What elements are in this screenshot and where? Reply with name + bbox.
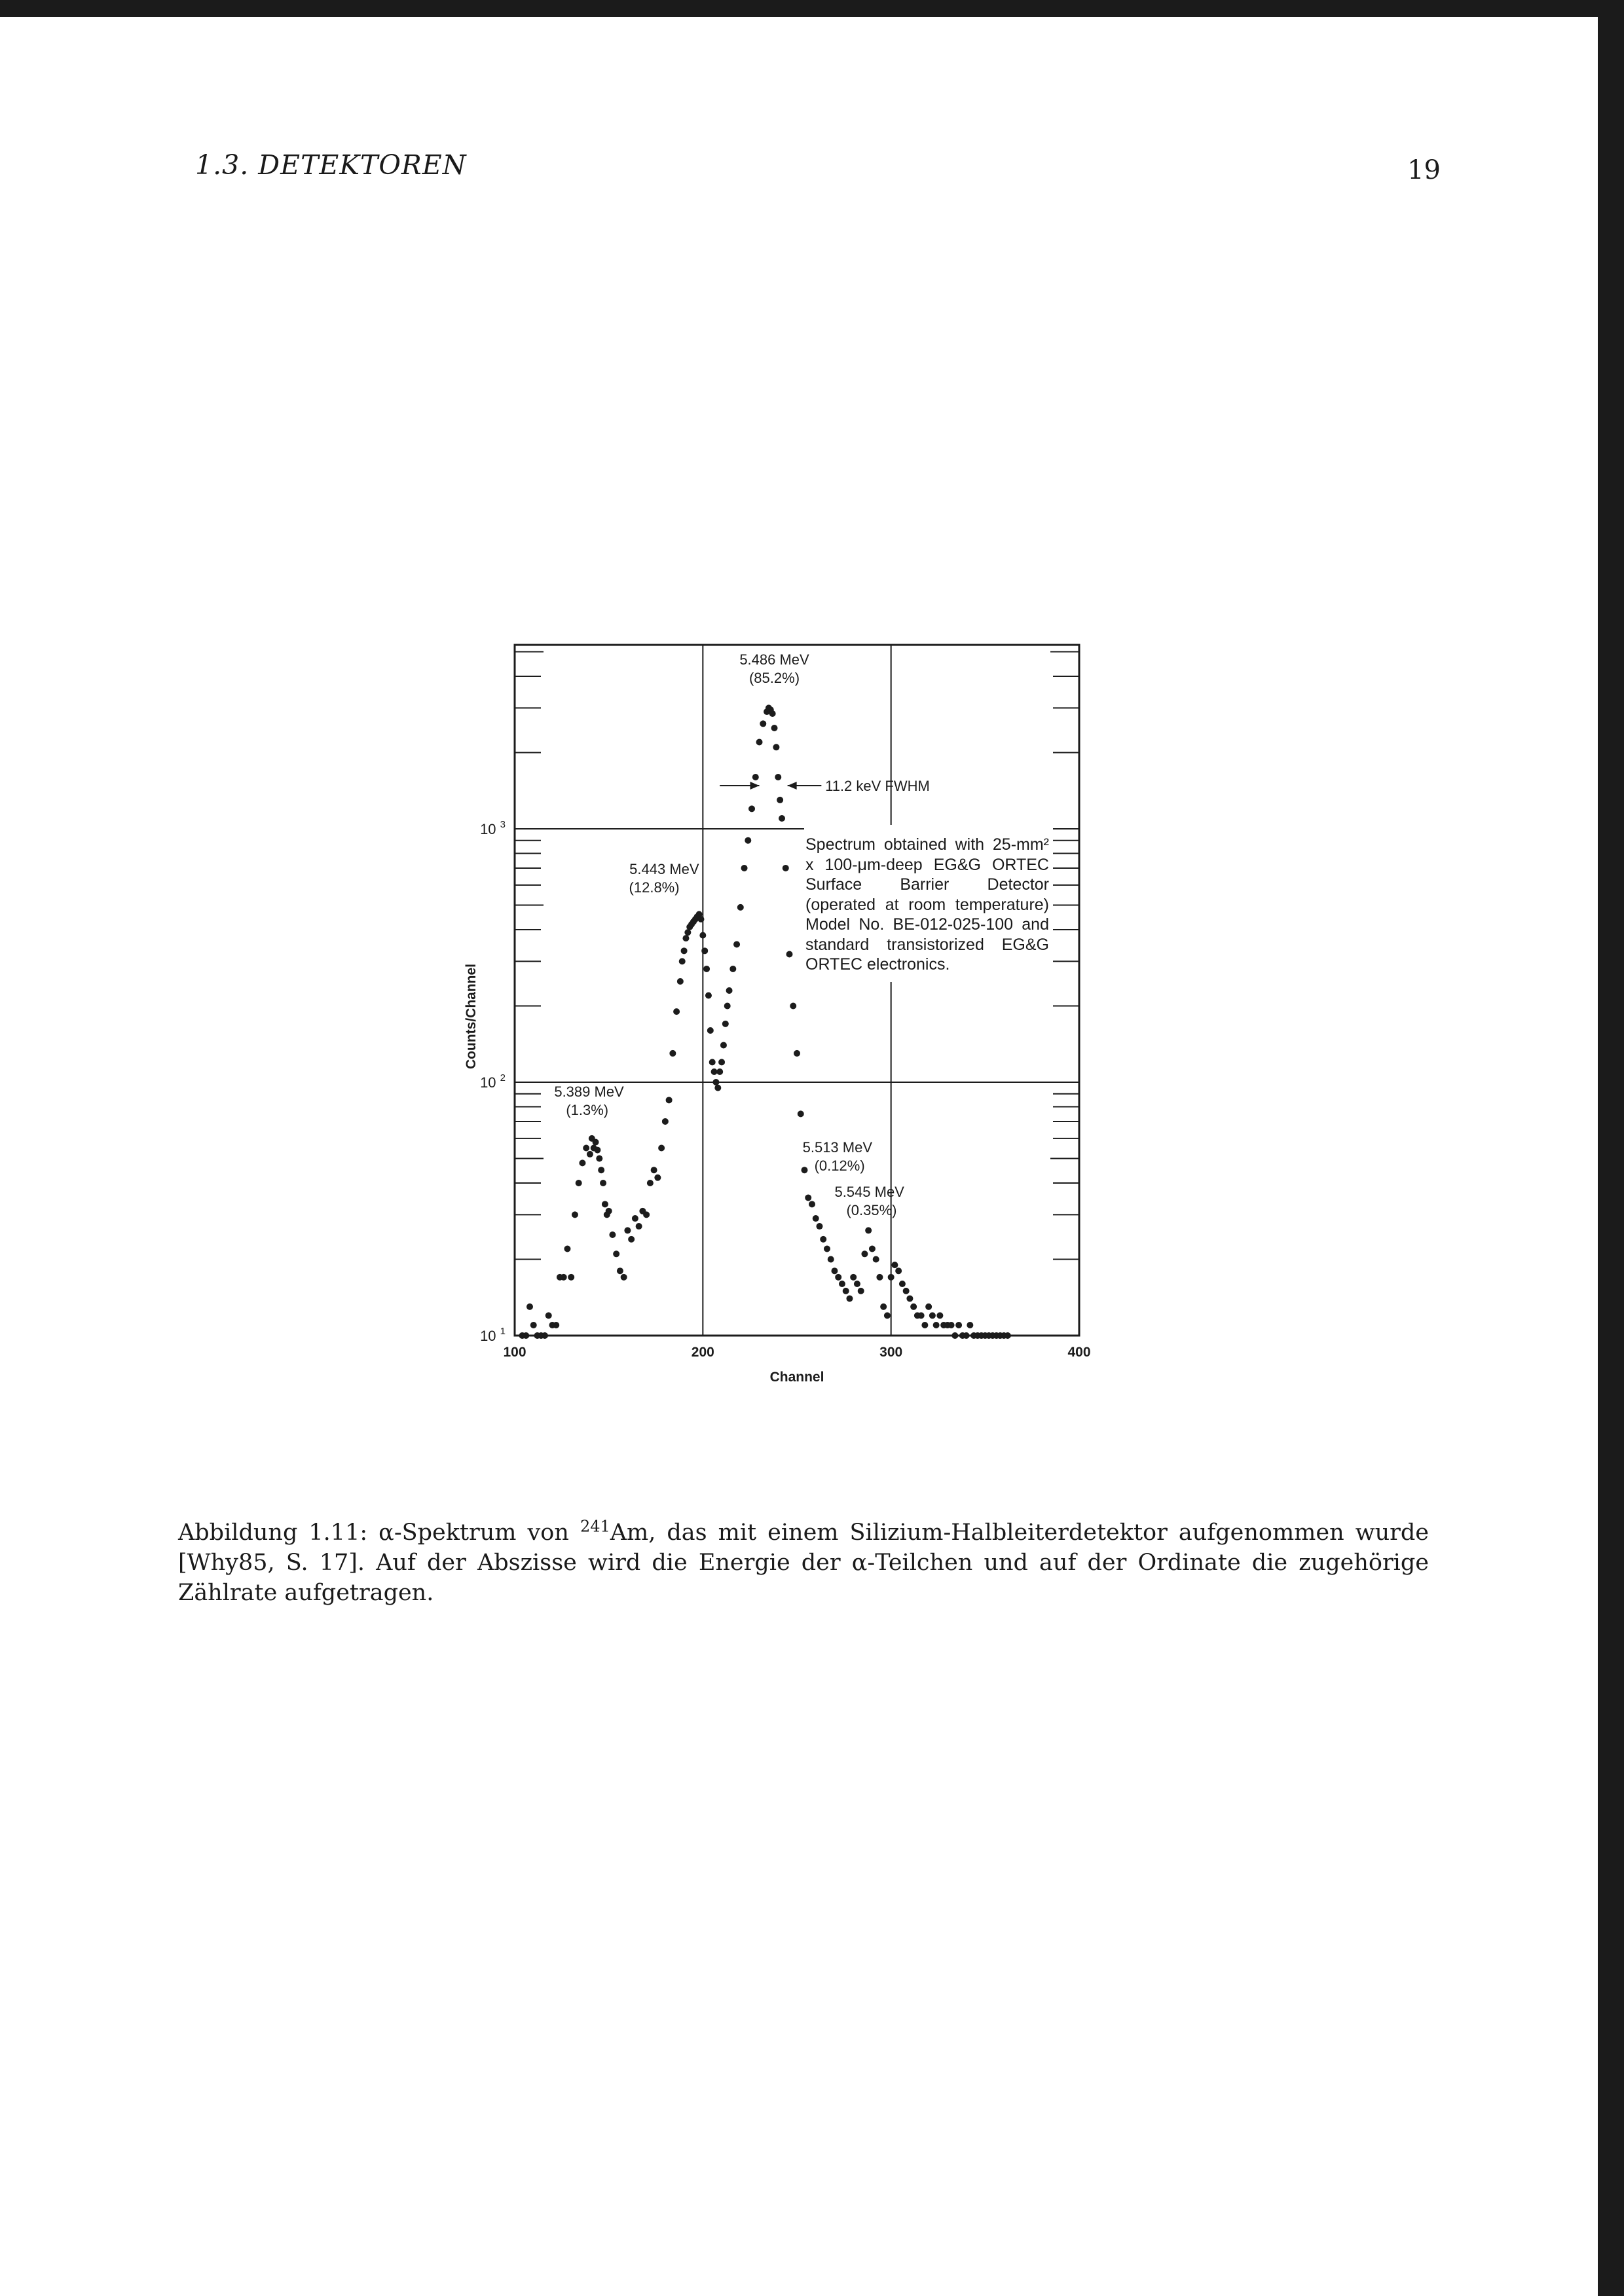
data-point — [903, 1288, 910, 1294]
peak-energy-label: 5.545 MeV — [834, 1184, 904, 1200]
data-point — [568, 1274, 574, 1281]
data-point — [654, 1175, 661, 1181]
data-point — [779, 815, 785, 822]
data-point — [681, 947, 688, 954]
data-point — [632, 1215, 638, 1222]
peak-energy-label: 5.389 MeV — [554, 1084, 624, 1100]
data-point — [888, 1274, 895, 1281]
data-point — [711, 1068, 718, 1075]
data-point — [553, 1322, 559, 1328]
data-point — [929, 1312, 936, 1319]
data-point — [805, 1194, 811, 1201]
data-point — [643, 1211, 650, 1218]
data-point — [596, 1155, 602, 1161]
data-point — [564, 1245, 570, 1252]
data-point — [530, 1322, 537, 1328]
data-point — [777, 797, 783, 803]
data-point — [726, 987, 733, 994]
data-point — [613, 1250, 619, 1257]
data-point — [831, 1267, 838, 1274]
data-point — [895, 1267, 902, 1274]
data-point — [606, 1208, 612, 1214]
data-point — [716, 1068, 723, 1075]
x-tick-label: 300 — [879, 1345, 903, 1360]
data-point — [658, 1144, 665, 1151]
plot-frame — [515, 645, 1079, 1336]
peak-intensity-label: (0.12%) — [814, 1157, 865, 1174]
data-point — [587, 1151, 593, 1157]
data-point — [1005, 1332, 1011, 1339]
peak-energy-label: 5.443 MeV — [629, 861, 699, 877]
data-point — [741, 865, 748, 871]
y-axis-label: Counts/Channel — [464, 964, 479, 1069]
data-point — [955, 1322, 962, 1328]
y-tick-label: 10 $^1$ — [480, 1326, 506, 1344]
peak-intensity-label: (1.3%) — [566, 1102, 609, 1118]
data-point — [951, 1332, 958, 1339]
figure-caption — [178, 1518, 1429, 1608]
data-point — [824, 1245, 830, 1252]
data-point — [729, 966, 736, 972]
data-point — [722, 1021, 729, 1027]
data-point — [816, 1223, 822, 1230]
caption-isotope-mass: 241 — [580, 1517, 610, 1536]
data-point — [786, 951, 793, 958]
data-point — [835, 1274, 841, 1281]
data-point — [583, 1144, 589, 1151]
data-point — [679, 958, 686, 964]
data-point — [699, 932, 706, 939]
data-point — [910, 1303, 917, 1310]
peak-intensity-label: (0.35%) — [846, 1202, 897, 1218]
data-point — [906, 1295, 913, 1302]
data-point — [869, 1245, 876, 1252]
data-point — [760, 720, 766, 727]
data-point — [850, 1274, 857, 1281]
data-point — [918, 1312, 925, 1319]
data-point — [682, 935, 689, 941]
data-point — [598, 1167, 604, 1173]
peak-intensity-label: (12.8%) — [629, 879, 680, 896]
data-point — [545, 1312, 552, 1319]
data-point — [948, 1322, 955, 1328]
data-point — [701, 947, 708, 954]
data-point — [724, 1003, 731, 1010]
data-point — [624, 1227, 631, 1233]
data-point — [933, 1322, 940, 1328]
data-point — [921, 1322, 928, 1328]
data-point — [705, 992, 712, 998]
data-point — [609, 1231, 616, 1238]
data-point — [752, 774, 759, 780]
data-point — [891, 1262, 898, 1268]
x-tick-label: 100 — [503, 1345, 526, 1360]
spectrum-figure — [445, 629, 1126, 1401]
data-point — [579, 1159, 585, 1166]
data-point — [828, 1256, 834, 1263]
fwhm-arrowhead-left — [750, 782, 760, 790]
data-point — [600, 1180, 606, 1186]
data-point — [628, 1236, 635, 1243]
peak-energy-label: 5.486 MeV — [739, 651, 809, 668]
data-point — [775, 774, 781, 780]
data-point — [733, 941, 740, 947]
data-point — [843, 1288, 849, 1294]
fwhm-label: 11.2 keV FWHM — [825, 778, 930, 794]
data-point — [707, 1027, 714, 1034]
x-tick-label: 400 — [1067, 1345, 1091, 1360]
caption-label: Abbildung 1.11: — [178, 1520, 368, 1546]
data-point — [594, 1147, 600, 1154]
data-point — [861, 1250, 868, 1257]
caption-text-2: , das mit einem Silizium-Halbleiterdetektor aufgenommen wurde [Why85, S. 17]. Auf der Abszisse wird die Energie der α-Teilchen und auf der Ordinate die zugehörige Zählrate aufgetragen. — [178, 1520, 1429, 1606]
data-point — [839, 1281, 845, 1287]
data-point — [714, 1085, 721, 1091]
data-point — [801, 1167, 807, 1173]
data-point — [745, 837, 751, 844]
data-point — [718, 1059, 725, 1065]
data-point — [636, 1223, 642, 1230]
data-point — [854, 1281, 860, 1287]
data-point — [677, 978, 684, 985]
data-point — [771, 725, 778, 731]
data-point — [783, 865, 789, 871]
data-point — [899, 1281, 906, 1287]
data-point — [963, 1332, 970, 1339]
data-point — [748, 805, 755, 812]
y-tick-label: 10 $^3$ — [480, 819, 506, 837]
data-point — [617, 1267, 623, 1274]
data-point — [669, 1050, 676, 1057]
data-point — [773, 744, 779, 750]
data-point — [884, 1312, 891, 1319]
data-point — [697, 916, 704, 922]
data-point — [526, 1303, 533, 1310]
y-tick-label: 10 $^2$ — [480, 1072, 506, 1091]
page-number: 19 — [1407, 155, 1441, 185]
data-point — [523, 1332, 529, 1339]
data-point — [820, 1236, 826, 1243]
data-point — [576, 1180, 582, 1186]
data-point — [593, 1139, 599, 1146]
data-point — [712, 1079, 719, 1085]
data-point — [769, 710, 776, 717]
data-point — [756, 738, 763, 745]
data-point — [880, 1303, 887, 1310]
data-point — [873, 1256, 879, 1263]
data-point — [666, 1097, 673, 1103]
data-point — [790, 1003, 796, 1010]
data-point — [809, 1201, 815, 1207]
data-point — [720, 1042, 727, 1048]
data-point — [936, 1312, 943, 1319]
caption-isotope-symbol: Am — [610, 1520, 649, 1546]
peak-energy-label: 5.513 MeV — [802, 1139, 873, 1156]
data-point — [602, 1201, 608, 1207]
scan-border-top — [0, 0, 1624, 17]
data-point — [794, 1050, 800, 1057]
data-point — [621, 1274, 627, 1281]
spectrum-chart — [445, 629, 1126, 1401]
figure-note: Spectrum obtained with 25-mm² x 100-μm-deep EG&G ORTEC Surface Barrier Detector (operated at room temperature) Model No. BE-012-025-100 and standard transistorized EG&G ORTEC electronics. — [805, 835, 1049, 974]
data-point — [813, 1215, 819, 1222]
data-point — [709, 1059, 716, 1065]
data-point — [858, 1288, 864, 1294]
caption-text-1: α-Spektrum von — [367, 1520, 580, 1546]
data-point — [542, 1332, 548, 1339]
data-point — [647, 1180, 654, 1186]
data-point — [865, 1227, 872, 1233]
running-head: 1.3. DETEKTOREN — [195, 149, 467, 181]
data-point — [876, 1274, 883, 1281]
x-axis-label: Channel — [769, 1370, 824, 1385]
data-point — [662, 1118, 669, 1125]
data-point — [572, 1211, 578, 1218]
data-point — [925, 1303, 932, 1310]
scan-border-right — [1598, 0, 1624, 2296]
data-point — [561, 1274, 567, 1281]
data-point — [737, 904, 744, 911]
data-point — [967, 1322, 973, 1328]
data-point — [798, 1110, 804, 1117]
x-tick-label: 200 — [691, 1345, 714, 1360]
data-point — [673, 1008, 680, 1015]
data-point — [651, 1167, 657, 1173]
data-point — [846, 1295, 853, 1302]
fwhm-arrowhead-right — [788, 782, 797, 790]
data-point — [703, 966, 710, 972]
peak-intensity-label: (85.2%) — [748, 670, 800, 686]
